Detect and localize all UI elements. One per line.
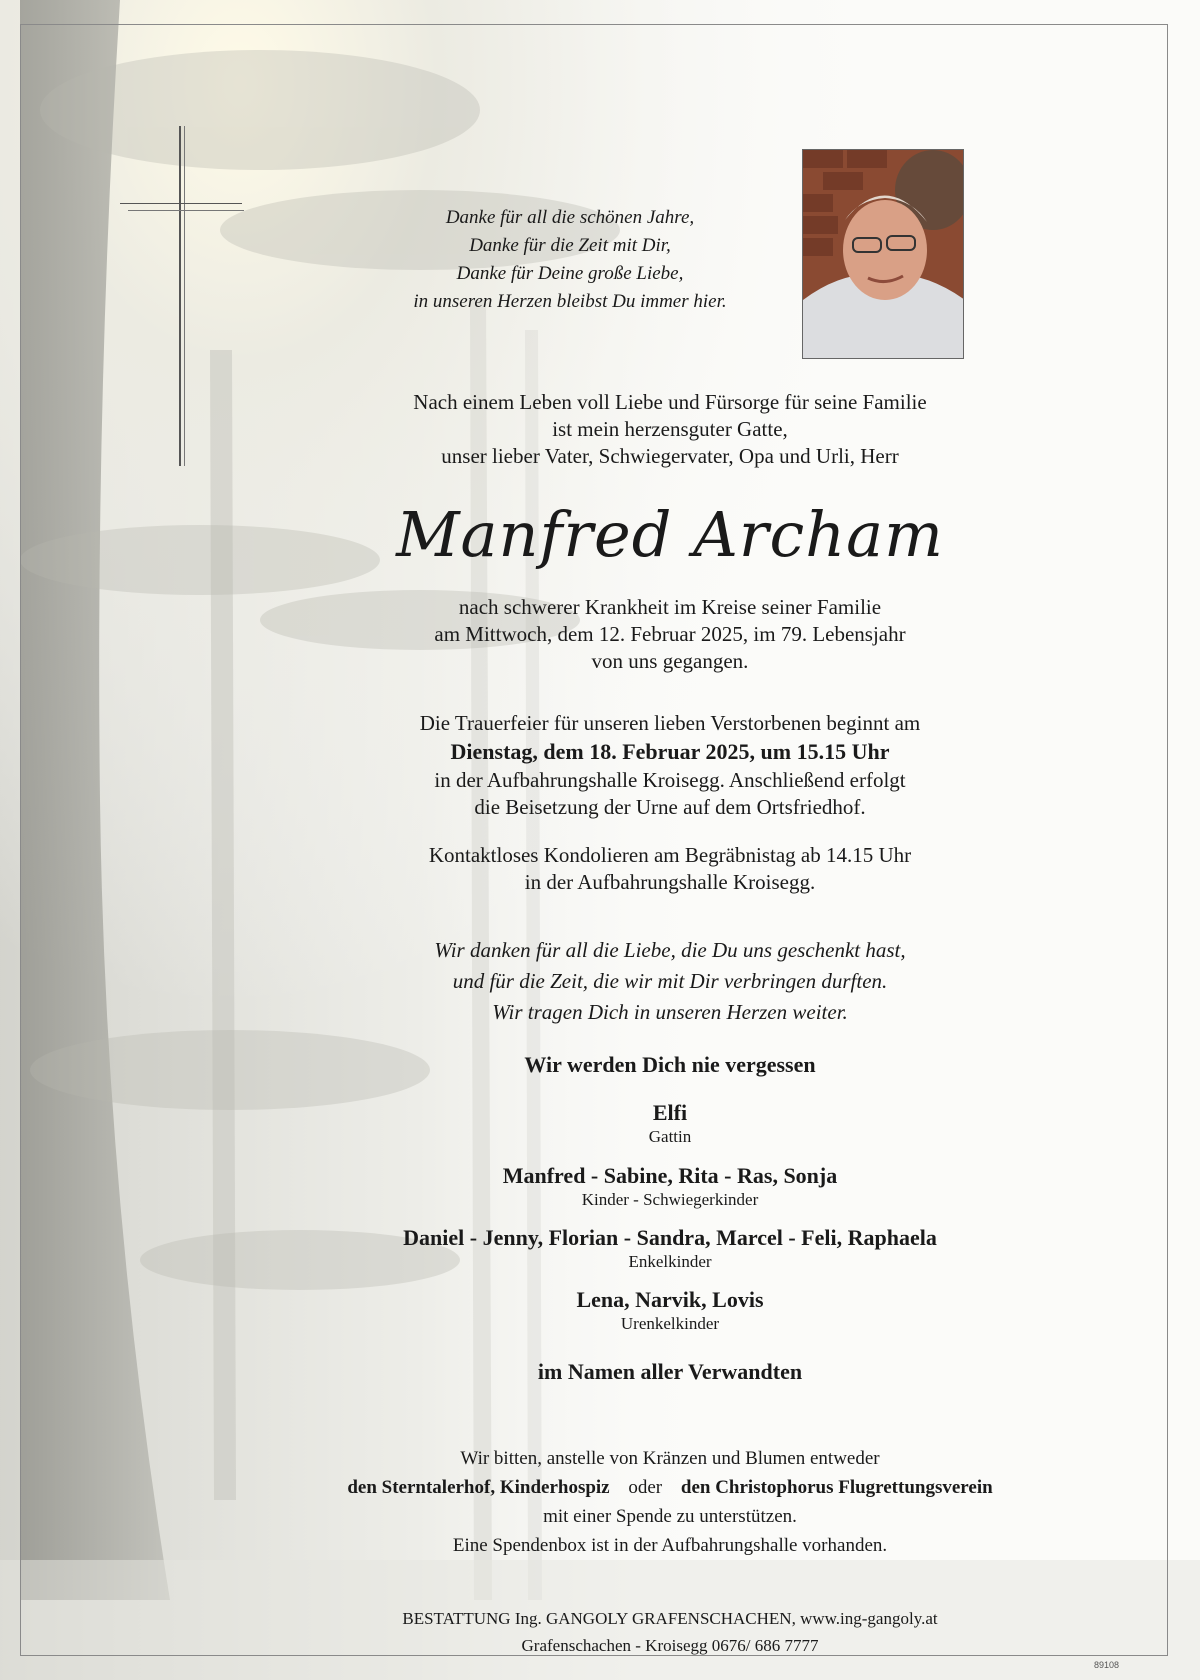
death-line: nach schwerer Krankheit im Kreise seiner Familie <box>458 595 882 619</box>
mourner-group <box>300 1287 1040 1335</box>
deceased-name: Manfred Archam <box>396 498 944 571</box>
donation-org: den Sterntalerhof, Kinderhospiz <box>347 1477 610 1498</box>
donation-line: Eine Spendenbox ist in der Aufbahrungshalle vorhanden. <box>452 1535 888 1556</box>
intro-line: Nach einem Leben voll Liebe und Fürsorge für seine Familie <box>413 390 927 414</box>
footer-line: BESTATTUNG Ing. GANGOLY GRAFENSCHACHEN, www.ing-gangoly.at <box>402 1609 938 1628</box>
thanks-line: Wir tragen Dich in unseren Herzen weiter. <box>492 1000 848 1024</box>
ceremony-line: Die Trauerfeier für unseren lieben Verstorbenen beginnt am <box>419 711 921 735</box>
intro-line: unser lieber Vater, Schwiegervater, Opa und Urli, Herr <box>441 444 899 468</box>
mourner-names: Lena, Narvik, Lovis <box>576 1287 764 1312</box>
ceremony-info <box>300 710 1040 821</box>
ceremony-line: die Beisetzung der Urne auf dem Ortsfriedhof. <box>474 795 866 819</box>
on-behalf-text: im Namen aller Verwandten <box>537 1359 803 1384</box>
mourner-names: Daniel - Jenny, Florian - Sandra, Marcel - Feli, Raphaela <box>403 1225 937 1250</box>
mourner-relation: Kinder - Schwiegerkinder <box>581 1190 759 1209</box>
death-line: von uns gegangen. <box>591 649 749 673</box>
never-forget-heading: Wir werden Dich nie vergessen <box>524 1052 816 1077</box>
condolence-line: Kontaktloses Kondolieren am Begräbnistag ab 14.15 Uhr <box>428 843 912 867</box>
donation-org: den Christophorus Flugrettungsverein <box>680 1477 993 1498</box>
mourner-relation: Urenkelkinder <box>620 1314 720 1333</box>
poem-line: Danke für all die schönen Jahre, <box>445 207 695 228</box>
thanks-text <box>300 935 1040 1028</box>
mourner-group <box>300 1225 1040 1273</box>
death-line: am Mittwoch, dem 12. Februar 2025, im 79. Lebensjahr <box>434 622 906 646</box>
condolence-line: in der Aufbahrungshalle Kroisegg. <box>524 870 816 894</box>
death-notice <box>300 594 1040 675</box>
mourner-names: Manfred - Sabine, Rita - Ras, Sonja <box>502 1163 838 1188</box>
footer-line: Grafenschachen - Kroisegg 0676/ 686 7777 <box>521 1636 819 1655</box>
mourner-group <box>300 1163 1040 1211</box>
thanks-line: Wir danken für all die Liebe, die Du uns geschenkt hast, <box>434 938 906 962</box>
thanks-line: und für die Zeit, die wir mit Dir verbringen durften. <box>452 969 888 993</box>
mourner-names: Elfi <box>652 1100 688 1125</box>
donation-request <box>300 1444 1040 1560</box>
poem-line: in unseren Herzen bleibst Du immer hier. <box>413 291 727 312</box>
mourner-relation: Gattin <box>648 1127 692 1146</box>
poem-line: Danke für die Zeit mit Dir, <box>469 235 671 256</box>
intro-line: ist mein herzensguter Gatte, <box>552 417 788 441</box>
portrait-photo <box>802 149 964 359</box>
funeral-home-footer <box>300 1605 1040 1659</box>
print-code: 89108 <box>1094 1660 1120 1670</box>
ceremony-line: in der Aufbahrungshalle Kroisegg. Anschließend erfolgt <box>434 768 906 792</box>
donation-line: mit einer Spende zu unterstützen. <box>543 1506 797 1527</box>
ceremony-date: Dienstag, dem 18. Februar 2025, um 15.15 Uhr <box>450 739 890 764</box>
poem-line: Danke für Deine große Liebe, <box>456 263 684 284</box>
mourner-group <box>300 1100 1040 1148</box>
donation-line: Wir bitten, anstelle von Kränzen und Blumen entweder <box>460 1448 880 1469</box>
mourner-relation: Enkelkinder <box>628 1252 712 1271</box>
opening-poem <box>380 204 760 316</box>
condolence-info <box>300 842 1040 896</box>
donation-or: oder <box>628 1477 663 1498</box>
intro-text <box>300 389 1040 470</box>
